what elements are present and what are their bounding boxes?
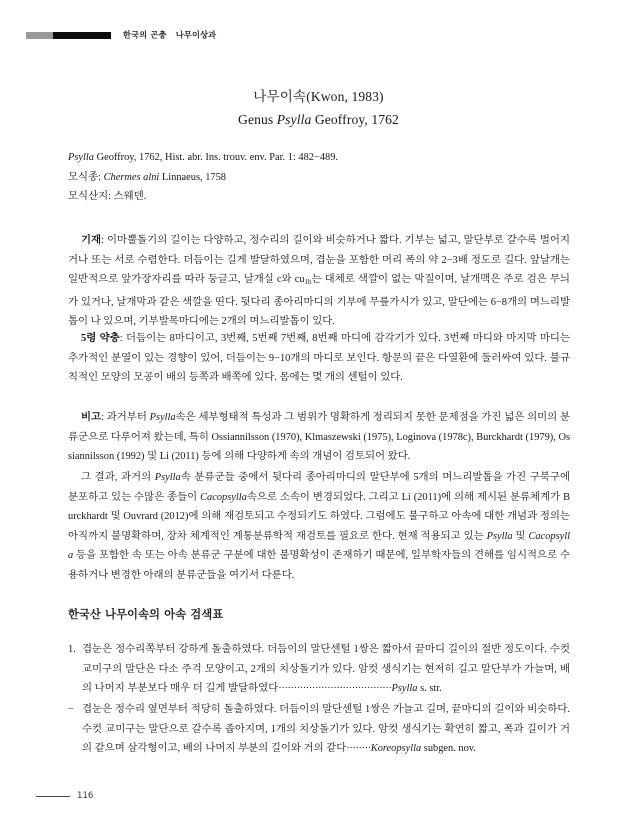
header-bar-gray — [26, 32, 53, 39]
key-row — [68, 700, 570, 759]
key-taxon-italic-2: Koreopsylla — [370, 743, 422, 755]
remarks-text-b: 속은 세부형태적 특성과 그 범위가 명확하게 정리되지 못한 문제점을 가진 넓은 의미의 분류군으로 다루어져 왔는데, 특히 Ossiannilsson (1970), Klmaszewski (1975), Loginova (1978c), Burckhardt (1979), Ossiannilsson (1992) 및 Li (2011) 등에 의해 다양하게 속의 개념이 검토되어 왔다. — [68, 412, 570, 463]
remarks2-text-a: 그 결과, 과거의 — [81, 472, 155, 483]
description-label: 기재 — [81, 235, 102, 246]
header-bar-black — [53, 32, 111, 39]
vein-subscript: 1b — [304, 278, 312, 287]
citation-line-2 — [68, 168, 568, 188]
remarks-label: 비고 — [81, 412, 102, 423]
paragraph-remarks — [68, 408, 570, 467]
page-folio — [36, 791, 93, 801]
description-text-part2: 는 대체로 색깔이 없는 막질이며, 날개맥은 주로 검은 무늬가 있거나, 날개막과 같은 색깔을 띤다. 뒷다리 종아리마디의 기부에 무릎가시가 있고, 말단에는 6−8개의 며느리발톱이 나 있으며, 기부발목마디에는 2개의 며느리발톱이 있다. — [68, 274, 570, 328]
title-block — [0, 85, 637, 131]
remarks2-italic-cacopsylla-2: Cacopsylla — [68, 530, 571, 562]
nymph-label: 5령 약충 — [81, 333, 120, 344]
key-leader-dots-2: ········ — [346, 743, 371, 755]
genus-author: Geoffroy, 1762 — [311, 112, 399, 127]
key-leader-dots-1: ····································· — [278, 683, 392, 695]
type-species-label: 모식종: — [68, 171, 104, 183]
key-entry-2 — [68, 700, 570, 759]
key-text-1 — [82, 640, 570, 699]
running-header-text: 한국의 곤충 나무이상과 — [123, 29, 217, 39]
type-species-author: Linnaeus, 1758 — [159, 171, 226, 183]
citation-block — [68, 148, 568, 207]
key-description-1: 겹눈은 정수리쪽부터 강하게 돌출하였다. 더듬이의 말단센털 1쌍은 짧아서 끝마디 길이의 절반 정도이다. 수컷 교미구의 말단은 다소 주걱 모양이고, 2개의 치상돌기가 있다. 암컷 생식기는 현저히 길고 말단부가 가늘며, 배의 나머지 부분보다 매우 더 길게 발달하였다 — [82, 644, 570, 695]
page-title-korean: 나무이속(Kwon, 1983) — [253, 89, 384, 104]
remarks2-italic-psylla-1: Psylla — [154, 472, 181, 483]
remarks2-text-c: 속으로 소속이 변경되었다. 그리고 Li (2011)에 의해 제시된 분류체계가 Burckhardt 및 Ouvrard (2012)에 의해 재검토되고 수정되기도 하였다. 그럼에도 불구하고 아속에 대한 개념과 정의는 아직까지 불명확하며, 장차 체계적인 계통분류학적 재검토를 필요로 한다. 현재 적용되고 있는 — [68, 491, 571, 542]
citation-line-1 — [68, 148, 568, 168]
remarks2-text-b: 속 분류군들 중에서 뒷다리 종아리마디의 말단부에 5개의 며느리발톱을 가진 구북구에 분포하고 있는 수많은 종들이 — [68, 472, 570, 503]
description-text-part1: : 이마뿔돌기의 길이는 다양하고, 정수리의 길이와 비슷하거나 짧다. 기부는 넓고, 말단부로 갈수록 벌어지거나 또는 서로 수렴한다. 더듬이는 길게 발달하였으며, 겹눈을 포함한 머리 폭의 약 2−3배 정도로 길다. 앞날개는 일반적으로 앞가장자리를 따라 둥글고, 날개실 c와 cu — [68, 235, 570, 286]
key-marker-2: − — [68, 704, 74, 715]
remarks-italic-psylla: Psylla — [149, 412, 176, 423]
remarks2-text-e: 등을 포함한 속 또는 아속 분류군 구분에 대한 불명확성이 존재하기 때문에, 일부학자들의 견해를 임시적으로 수용하거나 변경한 아래의 분류군들을 여기서 다룬다. — [68, 550, 570, 581]
remarks2-italic-psylla-2: Psylla — [486, 530, 513, 542]
key-text-2 — [82, 700, 570, 759]
remarks2-italic-cacopsylla-1: Cacopsylla — [200, 491, 247, 503]
remarks-text-a: : 과거부터 — [101, 412, 150, 423]
paragraph-description — [68, 231, 570, 332]
type-species-italic: Chermes alni — [103, 171, 160, 183]
running-header — [26, 29, 216, 41]
key-taxon-rest-1: s. str. — [417, 683, 442, 695]
paragraph-nymph — [68, 329, 570, 388]
folio-rule — [36, 796, 70, 797]
genus-name-italic: Psylla — [276, 112, 312, 127]
genus-word: Genus — [238, 112, 277, 127]
citation-line-3: 모식산지: 스웨덴. — [68, 191, 147, 202]
key-marker-1: 1. — [68, 644, 76, 655]
key-description-2: 겹눈은 정수리 옆면부터 적당히 돌출하였다. 더듬이의 말단센털 1쌍은 가늘고 길며, 끝마디의 길이와 비슷하다. 수컷 교미구는 말단으로 갈수록 좁아지며, 1개의 치상돌기가 있다. 암컷 생식기는 확연히 짧고, 폭과 길이가 거의 같으며 삼각형이고, 배의 나머지 부분의 길이와 거의 같다 — [82, 704, 570, 755]
key-taxon-rest-2: subgen. nov. — [421, 743, 476, 755]
nymph-text: : 더듬이는 8마디이고, 3번째, 5번째 7번째, 8번째 마디에 감각기가 있다. 3번째 마디와 마지막 마디는 추가적인 분열이 있는 경향이 있어, 더듬이는 9−10개의 마디로 보인다. 항문의 끝은 다열환에 둘러싸여 있다. 불규칙적인 모양의 모공이 배의 등쪽과 배쪽에 있다. 몸에는 몇 개의 센털이 있다. — [68, 333, 571, 384]
page-number: 116 — [77, 791, 94, 801]
key-taxon-italic-1: Psylla — [391, 683, 418, 695]
citation-genus-italic: Psylla — [68, 152, 94, 163]
key-entry-1 — [68, 640, 570, 699]
key-row — [68, 640, 570, 699]
citation-reference: Geoffroy, 1762, Hist. abr. Ins. trouv. env. Par. 1: 482−489. — [93, 152, 339, 163]
page-title-latin — [0, 108, 637, 131]
paragraph-remarks-continued — [68, 468, 570, 586]
remarks2-text-d: 및 — [512, 530, 529, 542]
section-heading-key: 한국산 나무이속의 아속 검색표 — [68, 608, 224, 621]
